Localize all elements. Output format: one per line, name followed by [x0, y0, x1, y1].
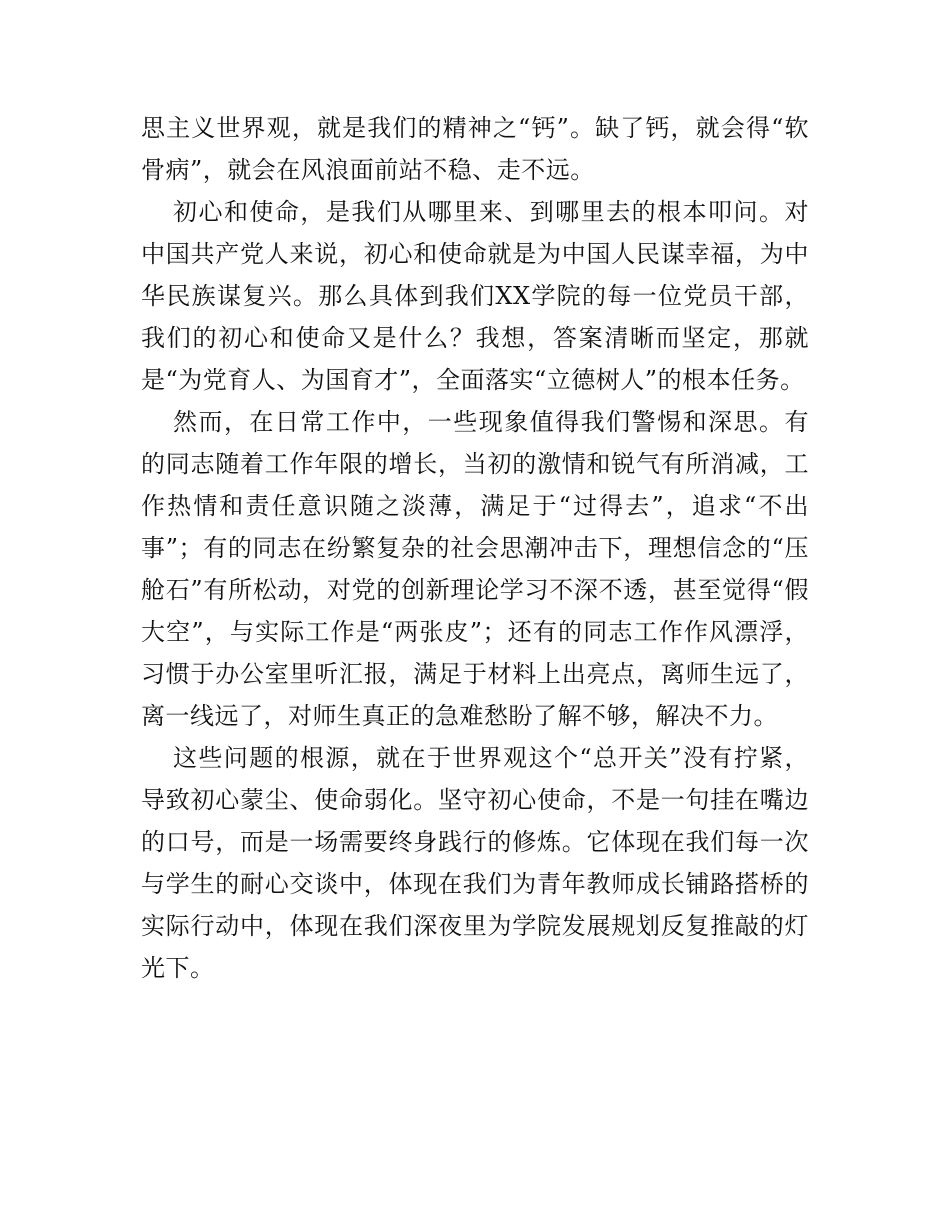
paragraph-2: 初心和使命，是我们从哪里来、到哪里去的根本叩问。对中国共产党人来说，初心和使命就是为中国人民谋幸福，为中华民族谋复兴。那么具体到我们XX学院的每一位党员干部，我们的初心和使命又是什么？我想，答案清晰而坚定，那就是“为党育人、为国育才”，全面落实“立德树人”的根本任务。	[141, 198, 809, 394]
paragraph-4: 这些问题的根源，就在于世界观这个“总开关”没有拧紧，导致初心蒙尘、使命弱化。坚守初心使命，不是一句挂在嘴边的口号，而是一场需要终身践行的修炼。它体现在我们每一次与学生的耐心交谈中，体现在我们为青年教师成长铺路搭桥的实际行动中，体现在我们深夜里为学院发展规划反复推敲的灯光下。	[141, 744, 809, 982]
paragraph-1: 思主义世界观，就是我们的精神之“钙”。缺了钙，就会得“软骨病”，就会在风浪面前站不稳、走不远。	[141, 114, 809, 184]
document-body	[141, 107, 809, 989]
paragraph-3: 然而，在日常工作中，一些现象值得我们警惕和深思。有的同志随着工作年限的增长，当初的激情和锐气有所消减，工作热情和责任意识随之淡薄，满足于“过得去”，追求“不出事”；有的同志在纷繁复杂的社会思潮冲击下，理想信念的“压舱石”有所松动，对党的创新理论学习不深不透，甚至觉得“假大空”，与实际工作是“两张皮”；还有的同志工作作风漂浮，习惯于办公室里听汇报，满足于材料上出亮点，离师生远了，离一线远了，对师生真正的急难愁盼了解不够，解决不力。	[141, 408, 809, 730]
